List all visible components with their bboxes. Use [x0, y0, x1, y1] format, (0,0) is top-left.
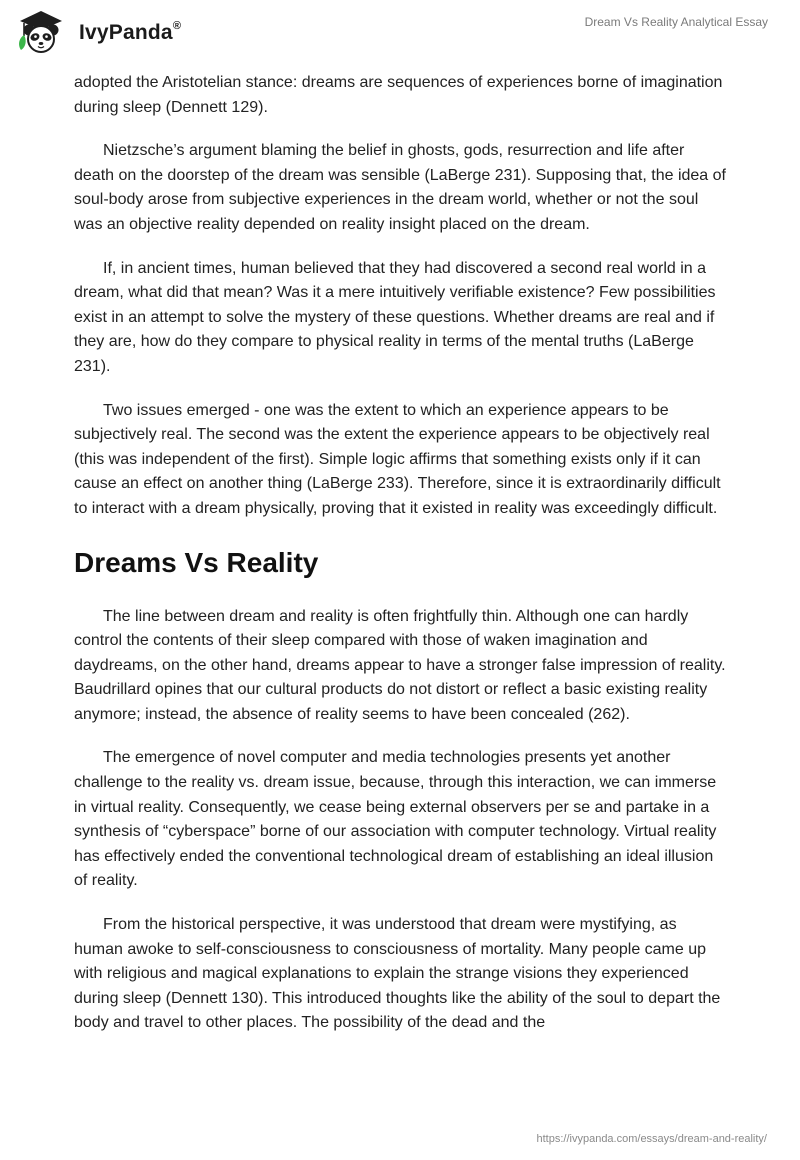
essay-body — [74, 71, 726, 1055]
brand-name-text: IvyPanda — [79, 20, 173, 44]
panda-graduate-logo-icon — [14, 8, 74, 56]
paragraph: From the historical perspective, it was understood that dream were mystifying, as human awoke to self-consciousness to consciousness of mortality. Many people came up with religious and magical explanations to explain the strange visions they experienced during sleep (Dennett 130). This introduced thoughts like the ability of the soul to depart the body and travel to other places. The possibility of the dead and the — [74, 916, 721, 1032]
paragraph: Two issues emerged - one was the extent to which an experience appears to be subjectively real. The second was the extent the experience appears to be objectively real (this was independent of the first). Simple logic affirms that something exists only if it can cause an effect on another thing (LaBerge 233). Therefore, since it is extraordinarily difficult to interact with a dream physically, proving that it existed in reality was exceedingly difficult. — [74, 401, 721, 517]
page-header — [0, 0, 800, 66]
paragraph: Nietzsche’s argument blaming the belief in ghosts, gods, resurrection and life after death on the doorstep of the dream was sensible (LaBerge 231). Supposing that, the idea of soul-body arose from subjective experiences in the dream world, whether or not the soul was an objective reality depended on reality insight placed on the dream. — [74, 142, 726, 233]
paragraph: adopted the Aristotelian stance: dreams are sequences of experiences borne of imagination during sleep (Dennett 129). — [74, 74, 723, 116]
brand-name — [79, 20, 181, 45]
ivypanda-logo[interactable] — [14, 8, 181, 56]
section-heading: Dreams Vs Reality — [74, 546, 319, 578]
source-url[interactable]: https://ivypanda.com/essays/dream-and-reality/ — [536, 1133, 767, 1145]
paragraph: The line between dream and reality is often frightfully thin. Although one can hardly control the contents of their sleep compared with those of waken imagination and daydreams, on the other hand, dreams appear to have a stronger false impression of reality. Baudrillard opines that our cultural products do not distort or reflect a basic existing reality anymore; instead, the absence of reality seems to have been concealed (262). — [74, 607, 726, 723]
paragraph: If, in ancient times, human believed that they had discovered a second real world in a dream, what did that mean? Was it a mere intuitively verifiable existence? Few possibilities exist in an attempt to solve the mystery of these questions. Whether dreams are real and if they are, how do they compare to physical reality in terms of the mental truths (LaBerge 231). — [74, 259, 716, 375]
registered-mark: ® — [172, 19, 182, 32]
paragraph: The emergence of novel computer and media technologies presents yet another challenge to the reality vs. dream issue, because, through this interaction, we can immerse in virtual reality. Consequently, we cease being external observers per se and partake in a synthesis of “cyberspace” borne of our association with computer technology. Virtual reality has effectively ended the conventional technological dream of establishing an ideal illusion of reality. — [74, 749, 717, 890]
document-title: Dream Vs Reality Analytical Essay — [584, 15, 768, 29]
